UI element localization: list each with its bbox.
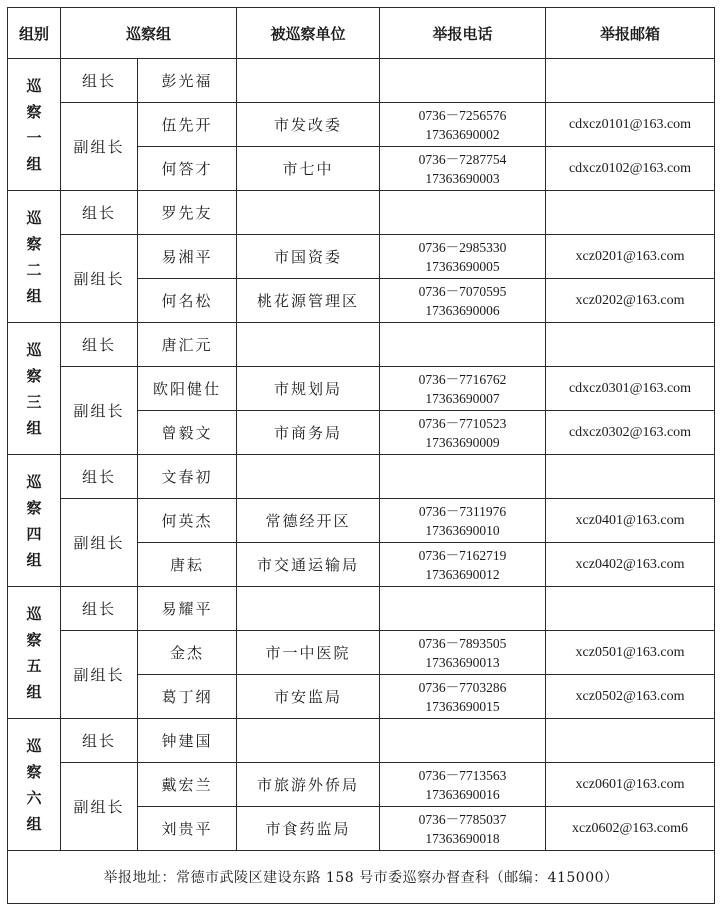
deputy-name: 曾毅文 bbox=[138, 411, 237, 455]
landline-number: 0736－2985330 bbox=[418, 239, 507, 255]
mobile-number: 17363690002 bbox=[425, 126, 500, 142]
deputy-role: 副组长 bbox=[61, 763, 138, 851]
leader-unit-empty bbox=[237, 455, 380, 499]
leader-email-empty bbox=[546, 59, 715, 103]
table-body bbox=[8, 59, 715, 851]
leader-unit-empty bbox=[237, 587, 380, 631]
mobile-number: 17363690012 bbox=[425, 566, 500, 582]
mobile-number: 17363690015 bbox=[425, 698, 500, 714]
leader-role: 组长 bbox=[61, 719, 138, 763]
inspected-unit: 市国资委 bbox=[237, 235, 380, 279]
deputy-role: 副组长 bbox=[61, 499, 138, 587]
report-phone bbox=[380, 631, 546, 675]
landline-number: 0736－7311976 bbox=[418, 503, 507, 519]
group-name-cell bbox=[8, 455, 61, 587]
group-name-cell bbox=[8, 59, 61, 191]
leader-email-empty bbox=[546, 587, 715, 631]
leader-role: 组长 bbox=[61, 587, 138, 631]
leader-name: 易耀平 bbox=[138, 587, 237, 631]
header-team: 巡察组 bbox=[61, 8, 237, 59]
inspected-unit: 市一中医院 bbox=[237, 631, 380, 675]
report-email: xcz0502@163.com bbox=[546, 675, 715, 719]
group-name: 巡察三组 bbox=[26, 340, 42, 437]
report-phone bbox=[380, 807, 546, 851]
report-email: xcz0602@163.com6 bbox=[546, 807, 715, 851]
report-phone bbox=[380, 147, 546, 191]
table-row bbox=[8, 191, 715, 235]
deputy-name: 何名松 bbox=[138, 279, 237, 323]
inspected-unit: 市七中 bbox=[237, 147, 380, 191]
leader-unit-empty bbox=[237, 719, 380, 763]
report-phone bbox=[380, 103, 546, 147]
table-row bbox=[8, 499, 715, 543]
leader-phone-empty bbox=[380, 587, 546, 631]
group-name: 巡察六组 bbox=[26, 736, 42, 833]
deputy-role: 副组长 bbox=[61, 631, 138, 719]
group-name-cell bbox=[8, 587, 61, 719]
group-name: 巡察五组 bbox=[26, 604, 42, 701]
landline-number: 0736－7716762 bbox=[418, 371, 507, 387]
leader-role: 组长 bbox=[61, 59, 138, 103]
group-name: 巡察一组 bbox=[26, 76, 42, 173]
mobile-number: 17363690003 bbox=[425, 170, 500, 186]
inspected-unit: 市规划局 bbox=[237, 367, 380, 411]
group-name-cell bbox=[8, 323, 61, 455]
leader-email-empty bbox=[546, 719, 715, 763]
deputy-name: 葛丁纲 bbox=[138, 675, 237, 719]
deputy-role: 副组长 bbox=[61, 235, 138, 323]
header-email: 举报邮箱 bbox=[546, 8, 715, 59]
report-phone bbox=[380, 675, 546, 719]
table-row bbox=[8, 763, 715, 807]
report-phone bbox=[380, 499, 546, 543]
inspected-unit: 市发改委 bbox=[237, 103, 380, 147]
table-row bbox=[8, 587, 715, 631]
deputy-name: 易湘平 bbox=[138, 235, 237, 279]
landline-number: 0736－7710523 bbox=[418, 415, 507, 431]
report-email: xcz0601@163.com bbox=[546, 763, 715, 807]
leader-name: 文春初 bbox=[138, 455, 237, 499]
landline-number: 0736－7893505 bbox=[418, 635, 507, 651]
table-row bbox=[8, 235, 715, 279]
leader-unit-empty bbox=[237, 59, 380, 103]
header-phone: 举报电话 bbox=[380, 8, 546, 59]
report-phone bbox=[380, 411, 546, 455]
deputy-name: 何答才 bbox=[138, 147, 237, 191]
leader-name: 罗先友 bbox=[138, 191, 237, 235]
landline-number: 0736－7162719 bbox=[418, 547, 507, 563]
mobile-number: 17363690013 bbox=[425, 654, 500, 670]
inspected-unit: 市旅游外侨局 bbox=[237, 763, 380, 807]
leader-role: 组长 bbox=[61, 455, 138, 499]
header-unit: 被巡察单位 bbox=[237, 8, 380, 59]
inspected-unit: 常德经开区 bbox=[237, 499, 380, 543]
table-row bbox=[8, 719, 715, 763]
leader-unit-empty bbox=[237, 191, 380, 235]
inspected-unit: 桃花源管理区 bbox=[237, 279, 380, 323]
report-phone bbox=[380, 763, 546, 807]
leader-role: 组长 bbox=[61, 323, 138, 367]
landline-number: 0736－7256576 bbox=[418, 107, 507, 123]
leader-phone-empty bbox=[380, 59, 546, 103]
table-row bbox=[8, 323, 715, 367]
table-row bbox=[8, 631, 715, 675]
deputy-name: 伍先开 bbox=[138, 103, 237, 147]
mobile-number: 17363690006 bbox=[425, 302, 500, 318]
report-email: xcz0402@163.com bbox=[546, 543, 715, 587]
inspected-unit: 市商务局 bbox=[237, 411, 380, 455]
report-email: cdxcz0102@163.com bbox=[546, 147, 715, 191]
landline-number: 0736－7785037 bbox=[418, 811, 507, 827]
mobile-number: 17363690018 bbox=[425, 830, 500, 846]
report-email: xcz0501@163.com bbox=[546, 631, 715, 675]
leader-role: 组长 bbox=[61, 191, 138, 235]
mobile-number: 17363690010 bbox=[425, 522, 500, 538]
leader-email-empty bbox=[546, 455, 715, 499]
report-phone bbox=[380, 235, 546, 279]
header-group: 组别 bbox=[8, 8, 61, 59]
group-name-cell bbox=[8, 191, 61, 323]
deputy-name: 戴宏兰 bbox=[138, 763, 237, 807]
deputy-name: 欧阳健仕 bbox=[138, 367, 237, 411]
inspection-contact-table bbox=[7, 7, 715, 904]
report-email: xcz0201@163.com bbox=[546, 235, 715, 279]
group-name: 巡察四组 bbox=[26, 472, 42, 569]
header-row bbox=[8, 8, 715, 59]
table-row bbox=[8, 59, 715, 103]
report-address: 举报地址：常德市武陵区建设东路 158 号市委巡察办督查科（邮编：415000） bbox=[8, 851, 715, 904]
leader-name: 彭光福 bbox=[138, 59, 237, 103]
deputy-name: 何英杰 bbox=[138, 499, 237, 543]
leader-phone-empty bbox=[380, 323, 546, 367]
landline-number: 0736－7703286 bbox=[418, 679, 507, 695]
mobile-number: 17363690009 bbox=[425, 434, 500, 450]
landline-number: 0736－7070595 bbox=[418, 283, 507, 299]
leader-email-empty bbox=[546, 191, 715, 235]
table-row bbox=[8, 103, 715, 147]
leader-name: 唐汇元 bbox=[138, 323, 237, 367]
leader-phone-empty bbox=[380, 455, 546, 499]
deputy-role: 副组长 bbox=[61, 367, 138, 455]
group-name-cell bbox=[8, 719, 61, 851]
leader-name: 钟建国 bbox=[138, 719, 237, 763]
report-phone bbox=[380, 543, 546, 587]
report-email: xcz0202@163.com bbox=[546, 279, 715, 323]
group-name: 巡察二组 bbox=[26, 208, 42, 305]
landline-number: 0736－7287754 bbox=[418, 151, 507, 167]
report-email: xcz0401@163.com bbox=[546, 499, 715, 543]
mobile-number: 17363690007 bbox=[425, 390, 500, 406]
deputy-name: 金杰 bbox=[138, 631, 237, 675]
table-row bbox=[8, 367, 715, 411]
landline-number: 0736－7713563 bbox=[418, 767, 507, 783]
mobile-number: 17363690016 bbox=[425, 786, 500, 802]
footer-row bbox=[8, 851, 715, 904]
leader-phone-empty bbox=[380, 191, 546, 235]
deputy-name: 刘贵平 bbox=[138, 807, 237, 851]
inspected-unit: 市安监局 bbox=[237, 675, 380, 719]
report-email: cdxcz0302@163.com bbox=[546, 411, 715, 455]
leader-unit-empty bbox=[237, 323, 380, 367]
deputy-name: 唐耘 bbox=[138, 543, 237, 587]
leader-email-empty bbox=[546, 323, 715, 367]
report-phone bbox=[380, 367, 546, 411]
leader-phone-empty bbox=[380, 719, 546, 763]
deputy-role: 副组长 bbox=[61, 103, 138, 191]
inspected-unit: 市食药监局 bbox=[237, 807, 380, 851]
mobile-number: 17363690005 bbox=[425, 258, 500, 274]
table-row bbox=[8, 455, 715, 499]
inspected-unit: 市交通运输局 bbox=[237, 543, 380, 587]
report-email: cdxcz0101@163.com bbox=[546, 103, 715, 147]
report-email: cdxcz0301@163.com bbox=[546, 367, 715, 411]
report-phone bbox=[380, 279, 546, 323]
